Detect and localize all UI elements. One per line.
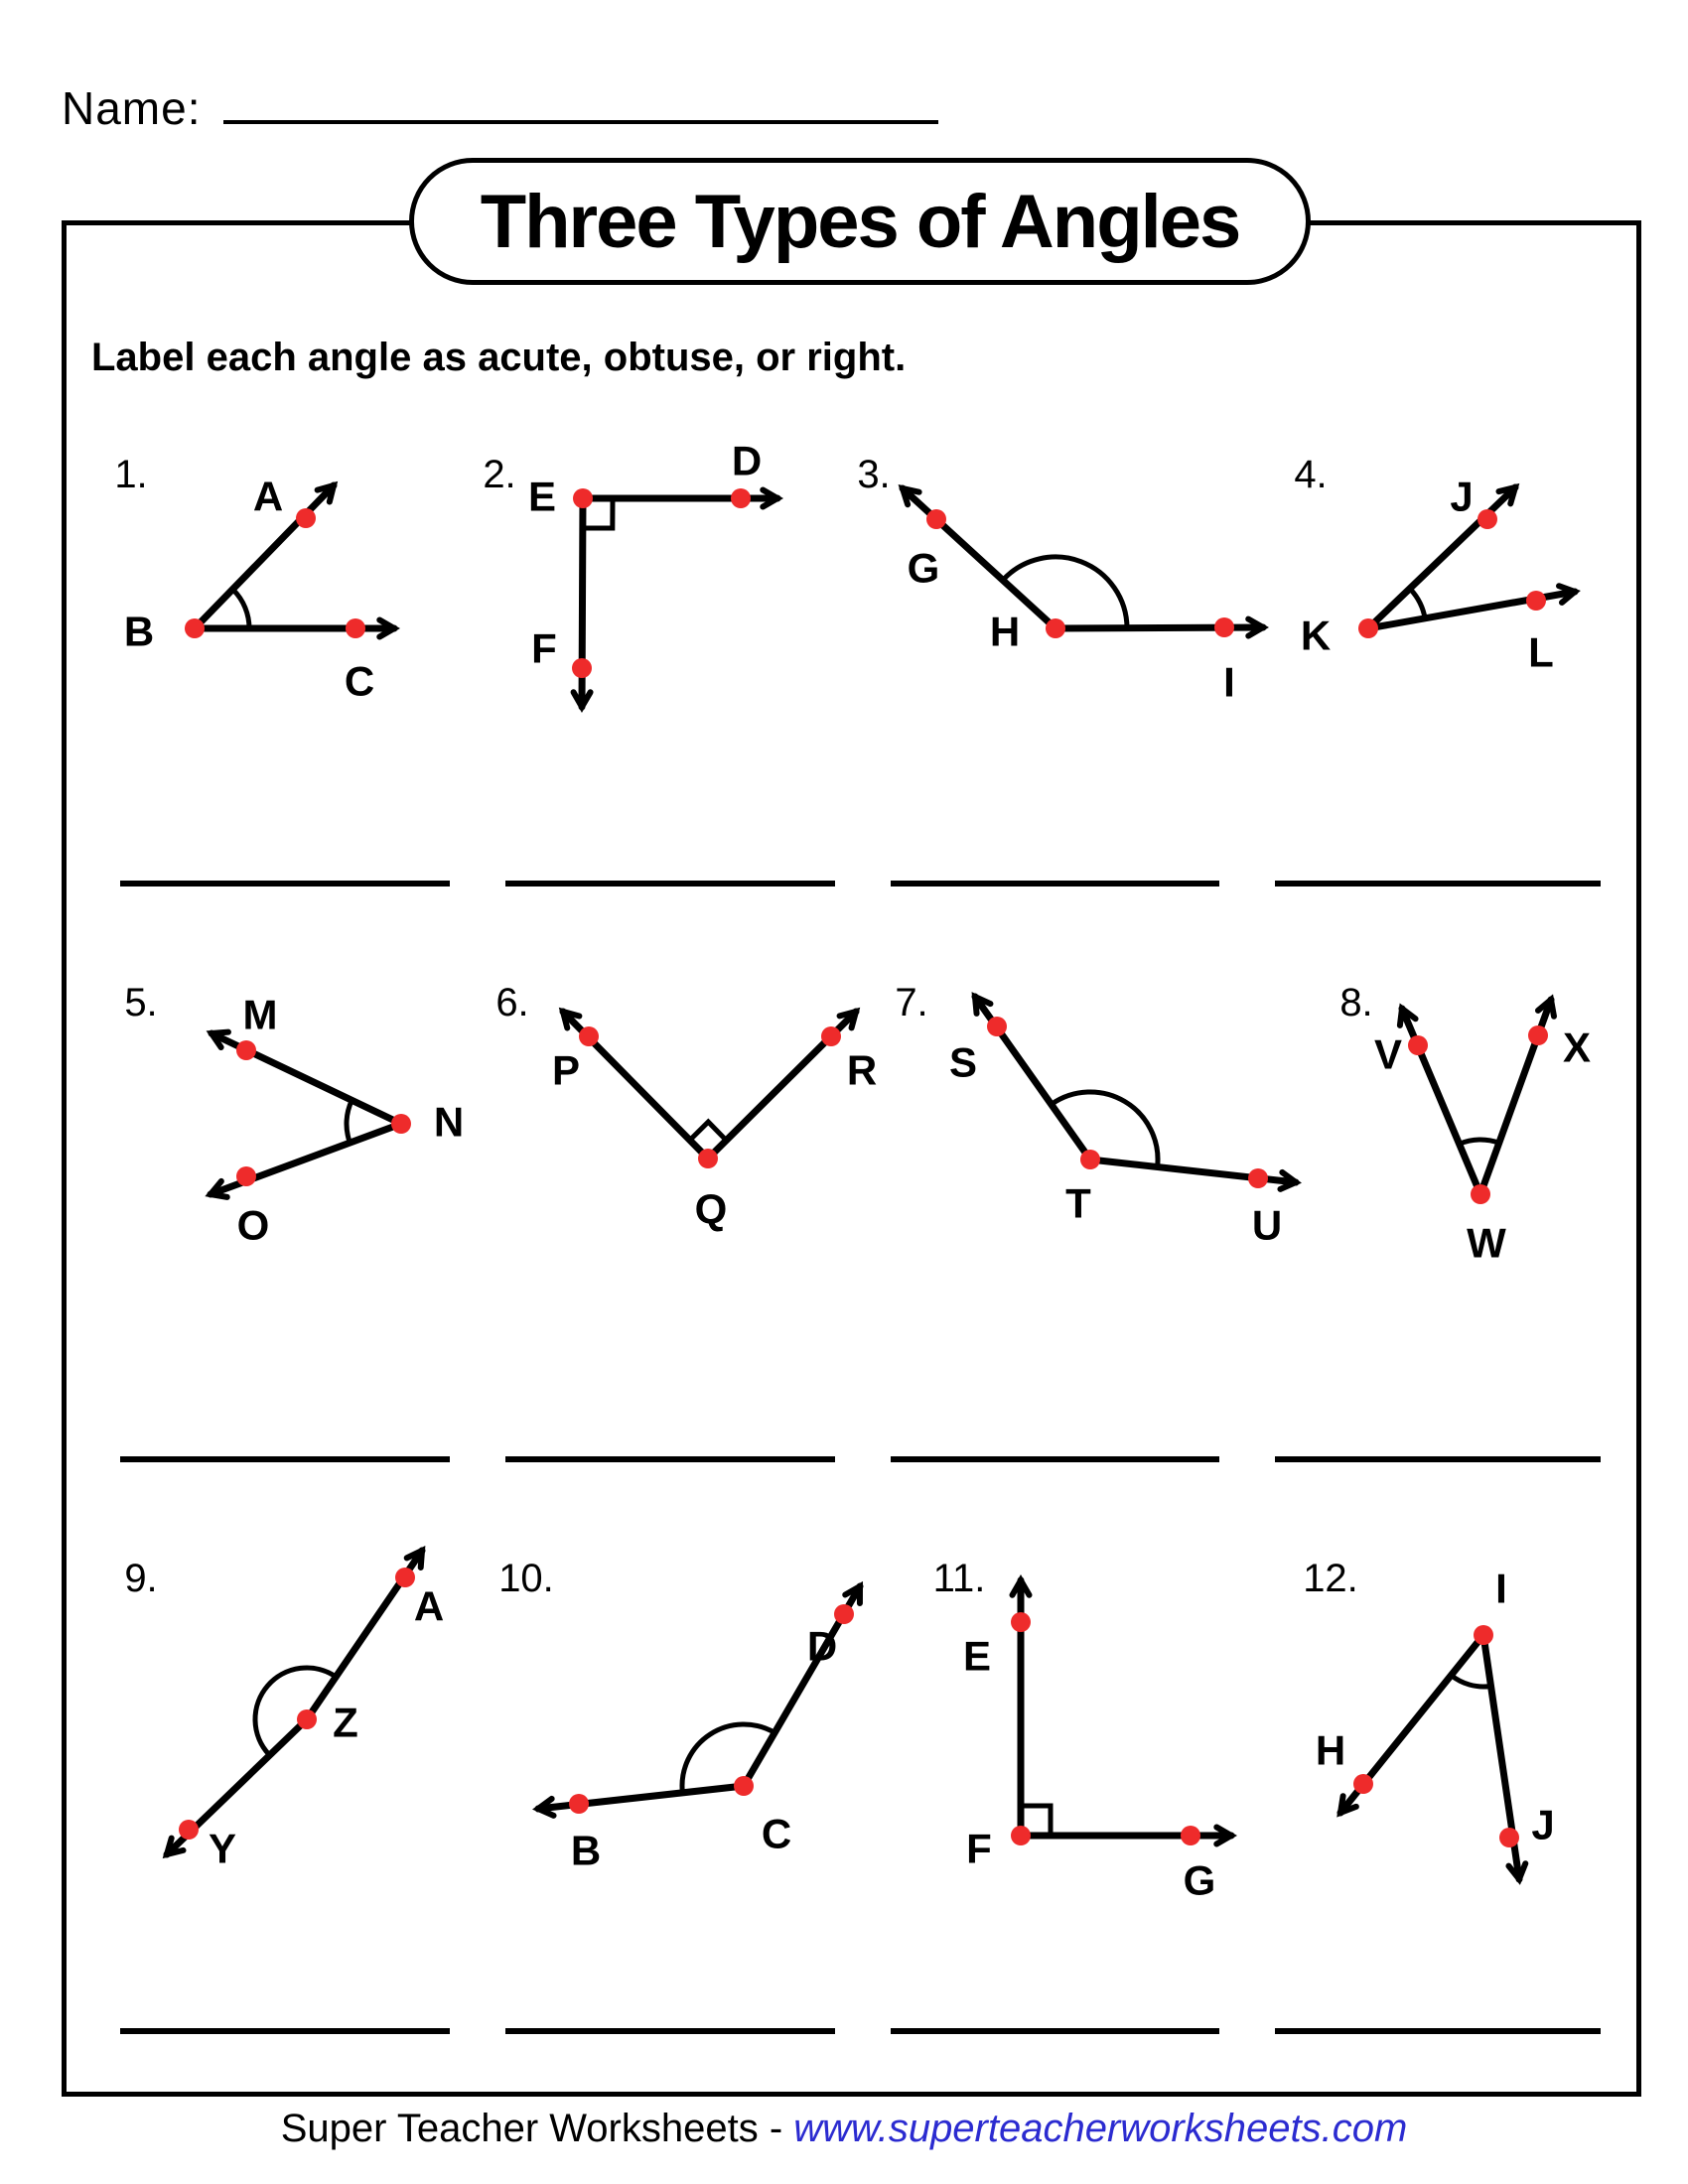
problem-6 — [495, 981, 877, 1233]
problem-3 — [857, 453, 1263, 706]
point-label: W — [1467, 1219, 1506, 1267]
footer-brand: Super Teacher Worksheets - — [280, 2107, 794, 2150]
footer — [0, 2107, 1688, 2151]
point-label: X — [1562, 1024, 1592, 1071]
point-dot — [569, 1794, 589, 1814]
problem-number: 7. — [895, 981, 928, 1024]
point-label: U — [1251, 1201, 1283, 1249]
point-label: E — [962, 1632, 992, 1680]
point-dot — [1011, 1826, 1031, 1845]
point-dot — [296, 508, 316, 528]
problem-number: 12. — [1303, 1557, 1358, 1600]
point-dot — [236, 1166, 256, 1186]
ray-line — [538, 1786, 744, 1809]
problem-9 — [124, 1551, 444, 1872]
point-dot — [236, 1040, 256, 1060]
point-dot — [1471, 1184, 1490, 1204]
point-dot — [297, 1709, 317, 1729]
point-label: B — [570, 1827, 602, 1874]
problem-11 — [933, 1557, 1231, 1904]
point-dot — [926, 509, 946, 529]
instruction-text: Label each angle as acute, obtuse, or right. — [91, 336, 907, 379]
point-dot — [1181, 1826, 1200, 1845]
problem-number: 11. — [932, 1557, 986, 1600]
problem-2 — [483, 438, 777, 708]
point-label: P — [551, 1046, 581, 1094]
point-dot — [1046, 618, 1065, 638]
point-label: B — [123, 608, 155, 655]
problem-7 — [895, 981, 1296, 1249]
angle-arc — [1411, 590, 1425, 619]
point-label: V — [1373, 1030, 1403, 1078]
point-label: L — [1528, 628, 1554, 676]
point-dot — [1474, 1625, 1493, 1645]
problem-number: 5. — [124, 981, 158, 1024]
angle-arc — [233, 590, 249, 628]
point-dot — [1408, 1035, 1428, 1055]
point-label: N — [433, 1098, 465, 1146]
point-label: I — [1495, 1565, 1507, 1612]
right-angle-mark — [690, 1122, 727, 1141]
problem-number: 3. — [857, 453, 891, 496]
point-dot — [731, 488, 751, 508]
point-label: I — [1223, 658, 1235, 706]
point-dot — [1528, 1025, 1548, 1045]
problem-1 — [114, 453, 394, 705]
point-dot — [346, 618, 365, 638]
point-label: Y — [208, 1825, 237, 1872]
point-label: Q — [694, 1185, 728, 1233]
point-label: J — [1450, 473, 1474, 520]
point-dot — [185, 618, 205, 638]
point-dot — [395, 1568, 415, 1587]
problem-number: 4. — [1294, 453, 1328, 496]
page-title: Three Types of Angles — [480, 179, 1240, 264]
point-dot — [1214, 617, 1234, 637]
ray-line — [211, 1124, 401, 1194]
problem-4 — [1294, 453, 1575, 676]
point-dot — [579, 1026, 599, 1046]
problem-number: 8. — [1339, 981, 1373, 1024]
angle-arc — [1003, 557, 1127, 628]
problem-10 — [498, 1557, 860, 1874]
point-label: C — [344, 657, 375, 705]
point-dot — [391, 1114, 411, 1134]
point-label: Z — [333, 1699, 358, 1746]
problem-5 — [124, 981, 464, 1249]
point-dot — [572, 658, 592, 678]
point-label: E — [527, 473, 557, 520]
point-label: O — [236, 1201, 270, 1249]
point-dot — [179, 1820, 199, 1840]
point-dot — [1358, 618, 1378, 638]
point-label: J — [1531, 1801, 1555, 1848]
point-label: H — [989, 608, 1021, 655]
point-dot — [734, 1776, 754, 1796]
point-label: S — [948, 1038, 978, 1086]
point-label: H — [1315, 1726, 1346, 1774]
problem-8 — [1339, 981, 1591, 1267]
title-bubble — [409, 158, 1311, 285]
point-label: G — [907, 544, 940, 592]
point-label: C — [761, 1810, 792, 1857]
point-dot — [1011, 1612, 1031, 1632]
point-label: A — [413, 1582, 445, 1630]
angle-arc — [1451, 1675, 1489, 1687]
point-dot — [1248, 1168, 1268, 1188]
name-label: Name: — [62, 82, 202, 134]
point-label: D — [806, 1622, 838, 1670]
point-label: T — [1065, 1179, 1091, 1227]
point-label: D — [731, 437, 763, 484]
problem-12 — [1303, 1557, 1554, 1879]
point-label: G — [1183, 1856, 1216, 1904]
point-label: F — [966, 1825, 992, 1872]
point-dot — [987, 1017, 1007, 1036]
point-dot — [1499, 1828, 1519, 1847]
point-dot — [1477, 509, 1497, 529]
point-dot — [1080, 1150, 1100, 1169]
point-label: R — [846, 1046, 878, 1094]
point-dot — [834, 1604, 854, 1624]
point-label: M — [242, 991, 278, 1038]
footer-url: www.superteacherworksheets.com — [793, 2107, 1408, 2150]
angle-arc — [255, 1668, 337, 1754]
point-label: F — [531, 624, 557, 672]
point-dot — [698, 1149, 718, 1168]
point-dot — [573, 488, 593, 508]
point-dot — [821, 1026, 841, 1046]
point-dot — [1526, 591, 1546, 611]
problem-number: 1. — [114, 453, 148, 496]
point-label: K — [1300, 612, 1332, 659]
problem-number: 10. — [498, 1557, 554, 1600]
problem-number: 9. — [124, 1557, 158, 1600]
point-label: A — [252, 473, 284, 520]
angle-arc — [1460, 1140, 1499, 1144]
point-dot — [1353, 1774, 1373, 1794]
problem-number: 2. — [483, 453, 516, 496]
problem-number: 6. — [495, 981, 529, 1024]
angle-arc — [347, 1100, 352, 1141]
